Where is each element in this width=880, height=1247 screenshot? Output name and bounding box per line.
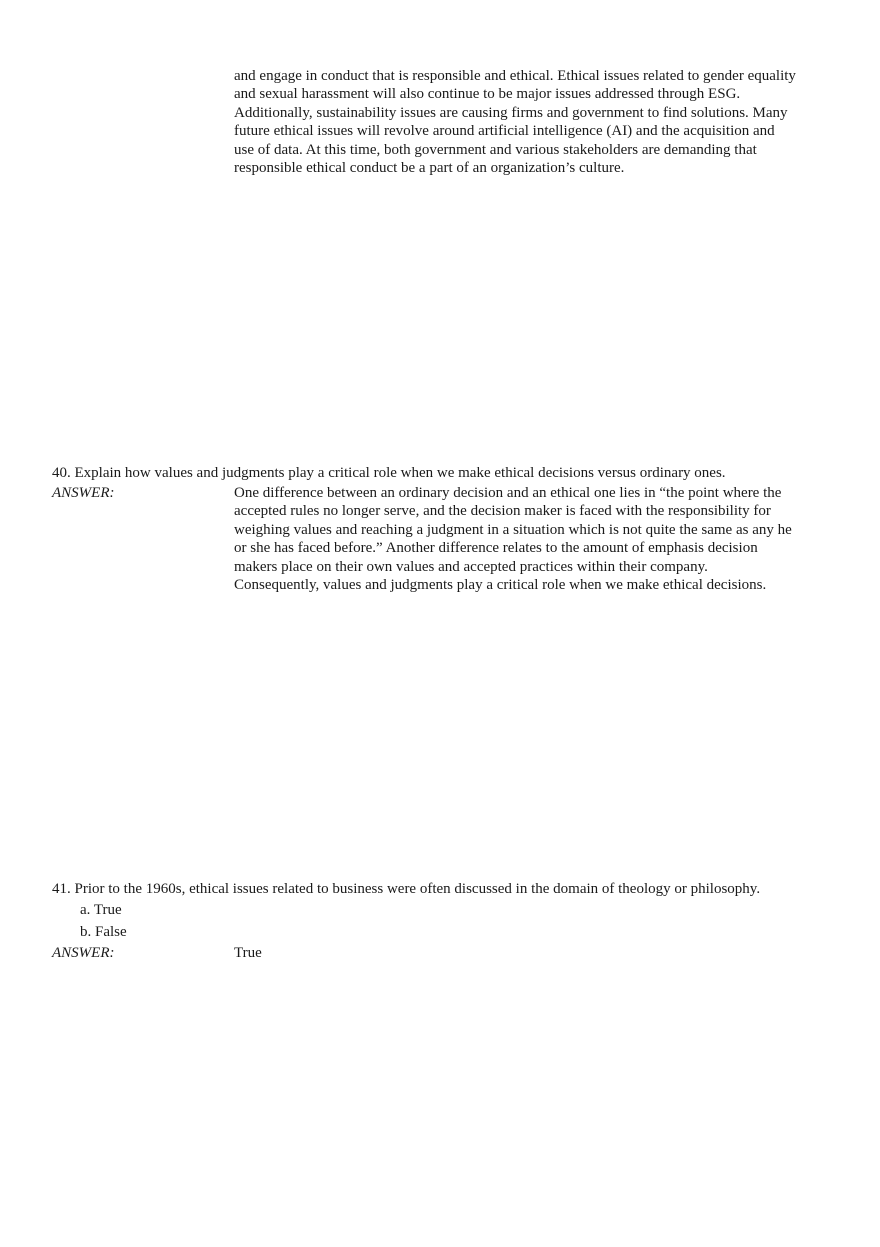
option-true: a. True [80,902,122,918]
text-line: weighing values and reaching a judgment in a situation which is not quite the same as any he [234,521,792,538]
text-line: or she has faced before.” Another difference relates to the amount of emphasis decision [234,540,758,557]
question-41-text: 41. Prior to the 1960s, ethical issues related to business were often discussed in the domain of theology or philosophy. [52,881,761,897]
option-false: b. False [80,924,127,940]
question-41-answer-label: ANSWER: [52,945,115,961]
text-line: makers place on their own values and accepted practices within their company. [234,558,708,575]
question-40-answer [234,484,834,594]
question-41-answer: True [234,945,262,961]
text-line: accepted rules no longer serve, and the decision maker is faced with the responsibility for [234,503,771,520]
text-line: One difference between an ordinary decision and an ethical one lies in “the point where the [234,485,782,501]
continuation-paragraph [234,67,834,177]
text-line: responsible ethical conduct be a part of an organization’s culture. [234,160,625,177]
question-40-answer-label: ANSWER: [52,485,115,501]
question-40-text: 40. Explain how values and judgments play a critical role when we make ethical decisions versus ordinary ones. [52,465,726,481]
text-line: use of data. At this time, both government and various stakeholders are demanding that [234,141,757,158]
text-line: and sexual harassment will also continue to be major issues addressed through ESG. [234,86,741,103]
text-line: Consequently, values and judgments play a critical role when we make ethical decisions. [234,577,767,594]
text-line: future ethical issues will revolve around artificial intelligence (AI) and the acquisition and [234,123,775,140]
text-line: Additionally, sustainability issues are causing firms and government to find solutions. Many [234,104,788,121]
text-line: and engage in conduct that is responsible and ethical. Ethical issues related to gender equality [234,68,796,84]
